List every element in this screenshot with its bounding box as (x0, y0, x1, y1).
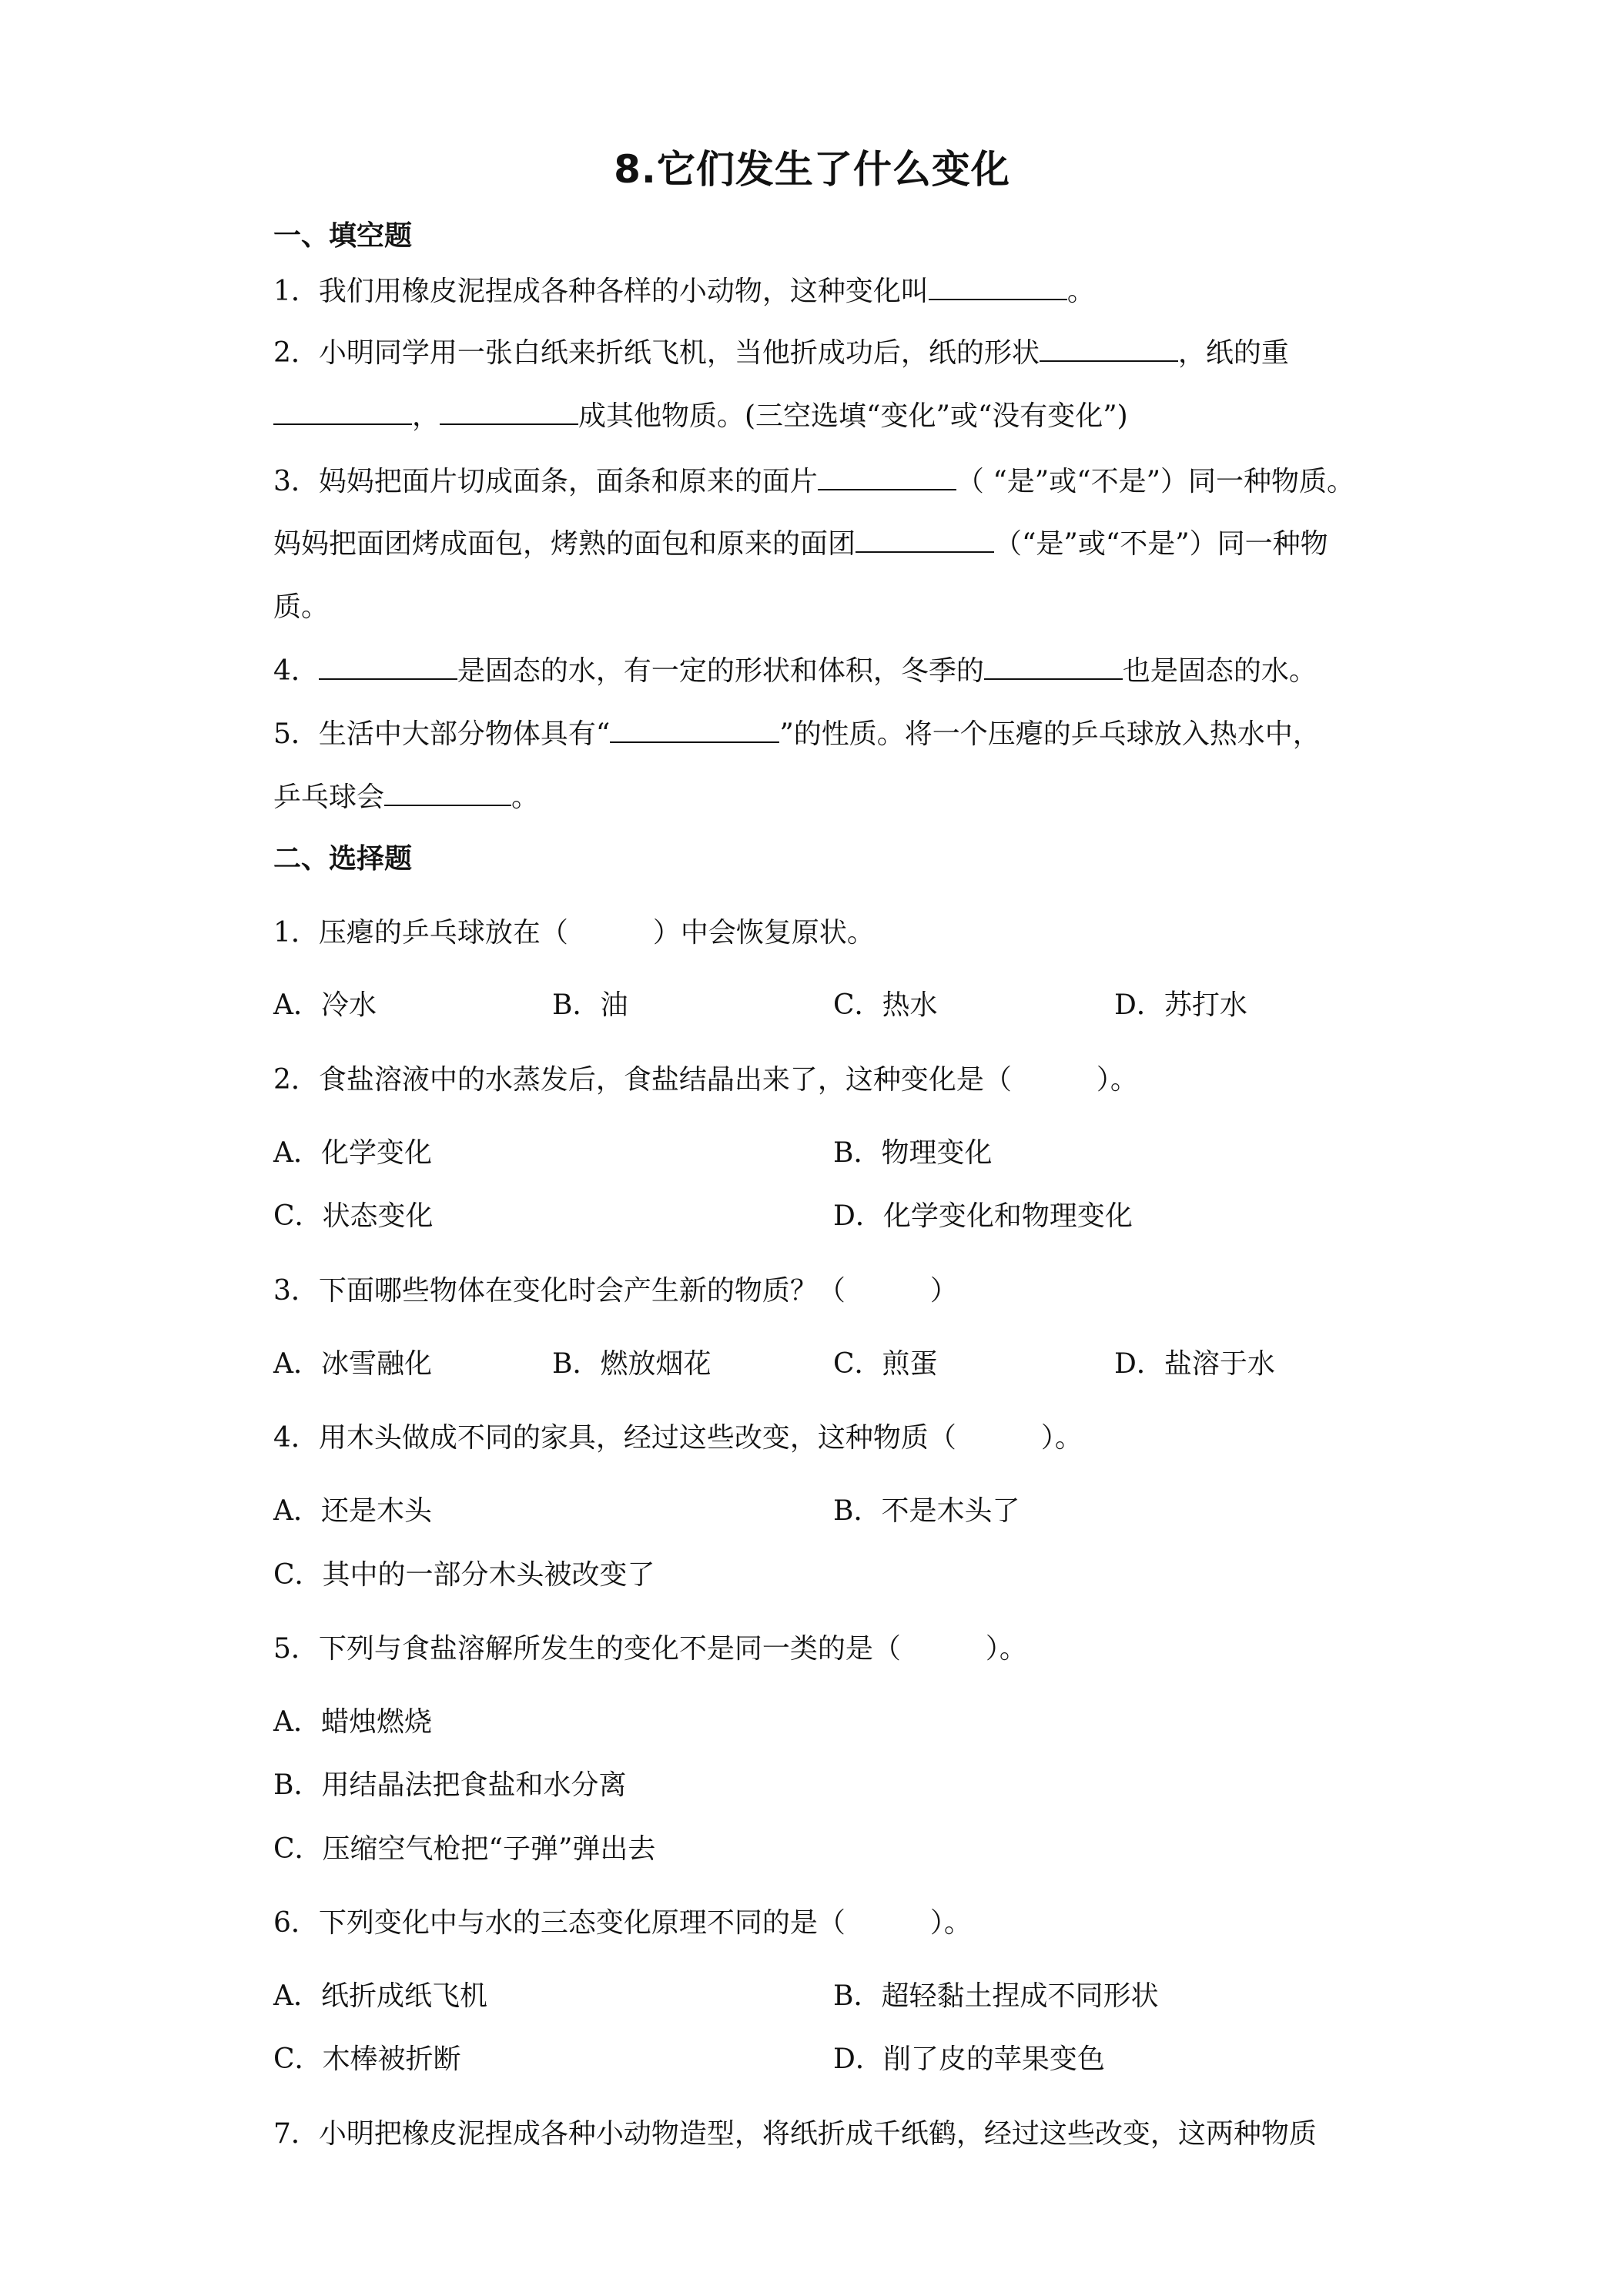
fill-question-3-line-2 (273, 522, 1328, 561)
question-stem: 7．小明把橡皮泥捏成各种小动物造型，将纸折成千纸鹤，经过这些改变，这两种物质 (273, 2118, 1317, 2150)
question-stem-end: ）。 (1040, 1422, 1083, 1454)
fill-question-3-line-3 (273, 585, 329, 624)
answer-blank[interactable] (273, 400, 412, 425)
choice-question-2 (273, 1058, 1138, 1097)
option-a[interactable]: A．冷水 (273, 989, 377, 1021)
question-stem-end: ）。 (985, 1633, 1027, 1665)
question-stem: 5．下列与食盐溶解所发生的变化不是同一类的是（ (273, 1633, 901, 1665)
option-c[interactable]: C．木棒被折断 (273, 2043, 461, 2075)
option-c[interactable]: C．热水 (833, 989, 938, 1021)
fill-question-5-line-2 (273, 775, 539, 815)
question-text: 是固态的水，有一定的形状和体积，冬季的 (457, 655, 984, 687)
question-text: 妈妈把面团烤成面包，烤熟的面包和原来的面团 (273, 528, 856, 560)
option-d[interactable]: D．盐溶于水 (1114, 1348, 1275, 1380)
question-text: 。 (1066, 276, 1095, 307)
option-d[interactable]: D．化学变化和物理变化 (833, 1200, 1133, 1232)
question-text: 乒乓球会 (273, 782, 385, 813)
question-stem: 3．下面哪些物体在变化时会产生新的物质？（ (273, 1275, 845, 1307)
question-stem: 4．用木头做成不同的家具，经过这些改变，这种物质（ (273, 1422, 956, 1454)
option-b[interactable]: B．超轻黏土捏成不同形状 (833, 1980, 1159, 2012)
fill-question-3-line-1 (273, 460, 1354, 499)
fill-question-1 (273, 269, 1095, 309)
question-text: ”的性质。将一个压瘪的乒乓球放入热水中， (779, 718, 1321, 750)
fill-question-2-line-1 (273, 331, 1289, 370)
answer-blank[interactable] (984, 655, 1123, 680)
answer-blank[interactable] (610, 718, 779, 743)
question-text: 质。 (273, 591, 330, 623)
section-heading-multiple-choice: 二、选择题 (273, 843, 413, 875)
question-text: 1．我们用橡皮泥捏成各种各样的小动物，这种变化叫 (273, 276, 929, 307)
question-text: 4． (273, 655, 319, 687)
question-stem-end: ） (929, 1275, 958, 1307)
option-c[interactable]: C．压缩空气枪把“子弹”弹出去 (273, 1833, 656, 1865)
fill-question-5-line-1 (273, 712, 1321, 751)
question-text: 3．妈妈把面片切成面条，面条和原来的面片 (273, 466, 818, 497)
question-stem: 2．食盐溶液中的水蒸发后，食盐结晶出来了，这种变化是（ (273, 1064, 1012, 1096)
option-b[interactable]: B．不是木头了 (833, 1495, 1020, 1527)
question-stem-end: ）中会恢复原状。 (652, 917, 875, 949)
option-b[interactable]: B．燃放烟花 (552, 1348, 712, 1380)
choice-question-1 (273, 911, 875, 950)
answer-blank[interactable] (1040, 337, 1178, 362)
choice-question-3 (273, 1269, 958, 1308)
fill-question-2-line-2 (273, 394, 1128, 433)
question-text: 2．小明同学用一张白纸来折纸飞机，当他折成功后，纸的形状 (273, 337, 1040, 369)
question-stem: 6．下列变化中与水的三态变化原理不同的是（ (273, 1907, 845, 1939)
answer-blank[interactable] (929, 276, 1067, 300)
question-text: ，纸的重 (1177, 337, 1289, 369)
fill-question-4 (273, 649, 1317, 688)
question-stem-end: ）。 (929, 1907, 972, 1939)
answer-blank[interactable] (384, 782, 511, 806)
option-c[interactable]: C．其中的一部分木头被改变了 (273, 1559, 655, 1591)
option-a[interactable]: A．化学变化 (273, 1137, 432, 1169)
question-text: （“是”或“不是”）同一种物 (994, 528, 1328, 560)
answer-blank[interactable] (818, 466, 956, 490)
option-d[interactable]: D．苏打水 (1114, 989, 1247, 1021)
answer-blank[interactable] (856, 528, 994, 553)
option-a[interactable]: A．冰雪融化 (273, 1348, 432, 1380)
question-text: 。 (511, 782, 540, 813)
choice-question-7 (273, 2112, 1317, 2151)
question-stem: 1．压瘪的乒乓球放在（ (273, 917, 568, 949)
question-text: 也是固态的水。 (1122, 655, 1317, 687)
choice-question-5 (273, 1627, 1027, 1666)
option-d[interactable]: D．削了皮的苹果变色 (833, 2043, 1105, 2075)
question-text: 5．生活中大部分物体具有“ (273, 718, 611, 750)
option-a[interactable]: A．蜡烛燃烧 (273, 1706, 432, 1738)
question-text: （ “是”或“不是”）同一种物质。 (956, 466, 1354, 497)
option-c[interactable]: C．煎蛋 (833, 1348, 938, 1380)
choice-question-4 (273, 1416, 1083, 1455)
option-c[interactable]: C．状态变化 (273, 1200, 434, 1232)
answer-blank[interactable] (440, 400, 578, 425)
question-text: 成其他物质。(三空选填“变化”或“没有变化”) (578, 400, 1128, 432)
question-stem-end: ）。 (1096, 1064, 1138, 1096)
section-heading-fill-blank: 一、填空题 (273, 220, 413, 252)
choice-question-6 (273, 1901, 972, 1940)
option-a[interactable]: A．纸折成纸飞机 (273, 1980, 487, 2012)
option-b[interactable]: B．用结晶法把食盐和水分离 (273, 1769, 627, 1801)
option-b[interactable]: B．物理变化 (833, 1137, 993, 1169)
answer-blank[interactable] (319, 655, 457, 680)
page-title: 8.它们发生了什么变化 (614, 147, 1010, 192)
question-text: ， (412, 400, 440, 432)
option-a[interactable]: A．还是木头 (273, 1495, 432, 1527)
option-b[interactable]: B．油 (552, 989, 628, 1021)
